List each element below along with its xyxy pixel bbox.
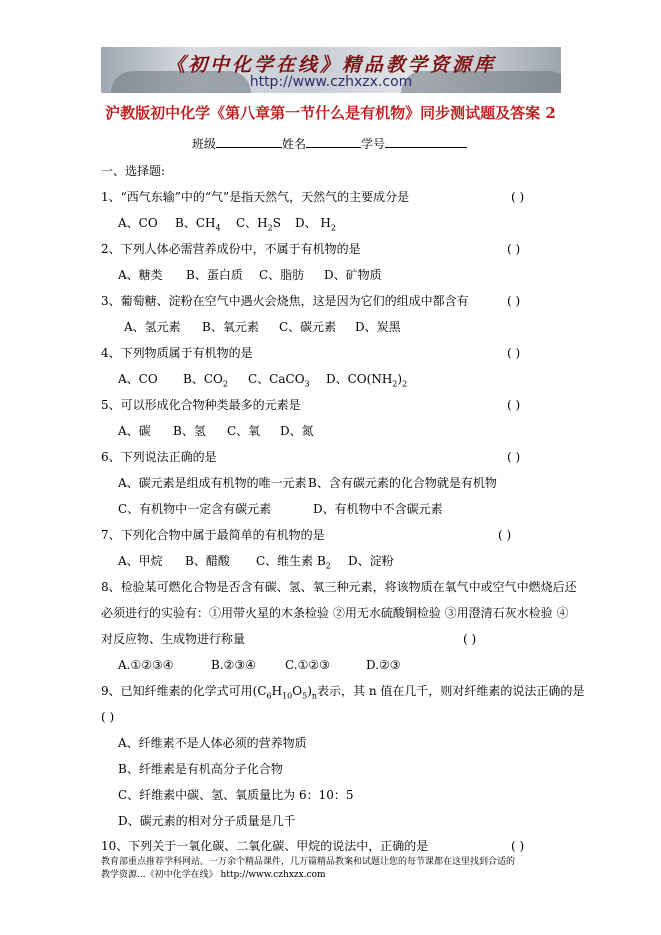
footer-line-2: 教学资源...《初中化学在线》 http://www.czhxzx.com [101,870,326,880]
q2-option-d: D、矿物质 [324,268,382,282]
q9-option-a: A、纤维素不是人体必须的营养物质 [118,736,307,750]
q1-option-c: C、$H_2S$ [236,216,281,233]
name-field[interactable] [306,135,361,148]
q6-option-b: B、含有碳元素的化合物就是有机物 [308,476,497,490]
q8-option-b: B.②③④ [211,658,256,672]
q5-option-d: D、氮 [280,424,314,438]
q8-option-c: C.①②③ [285,658,330,672]
q9-option-c: C、纤维素中碳、氢、氧质量比为 6：10：5 [118,788,354,802]
question-10: 10、下列关于一氧化碳、二氧化碳、甲烷的说法中，正确的是 [101,839,429,853]
id-field[interactable] [385,135,467,148]
q3-option-b: B、氧元素 [202,320,259,334]
q1-option-b: B、$CH_4$ [175,216,221,233]
answer-blank-7[interactable]: ( ) [498,528,512,542]
footer-link[interactable]: http://www.czhxzx.com [220,870,326,880]
answer-blank-6[interactable]: ( ) [507,450,521,464]
q4-option-a: A、CO [118,372,158,386]
q3-option-d: D、炭黑 [355,320,401,334]
student-info [192,135,467,152]
document-title: 沪教版初中化学《第八章第一节什么是有机物》同步测试题及答案 2 [105,104,556,122]
q7-option-c: C、维生素 $B_2$ [256,554,331,571]
id-label: 学号 [361,137,386,151]
q2-option-a: A、糖类 [118,268,163,282]
q7-option-a: A、甲烷 [118,554,163,568]
name-label: 姓名 [282,137,307,151]
header-banner [101,47,561,93]
q6-option-a: A、碳元素是组成有机物的唯一元素 [118,476,307,490]
q5-option-c: C、氧 [227,424,261,438]
answer-blank-9[interactable]: ( ) [101,710,115,724]
class-field[interactable] [216,135,282,148]
q2-option-b: B、蛋白质 [186,268,243,282]
q4-option-d: D、$CO(NH_2)_2$ [326,372,408,389]
q8-option-a: A.①②③④ [118,658,174,672]
q9-option-b: B、纤维素是有机高分子化合物 [118,762,283,776]
answer-blank-2[interactable]: ( ) [507,242,521,256]
q3-option-a: A、氢元素 [124,320,181,334]
banner-title: 《初中化学在线》精品教学资源库 [165,54,496,76]
banner-url[interactable]: http://www.czhxzx.com [249,74,413,90]
q4-option-b: B、$CO_2$ [183,372,228,389]
answer-blank-10[interactable]: ( ) [511,839,525,853]
question-8-line-2: 必须进行的实验有：①用带火星的木条检验 ②用无水硫酸铜检验 ③用澄清石灰水检验 ④ [101,606,569,620]
question-1: 1、“西气东输”中的“气”是指天然气，天然气的主要成分是 [101,190,410,204]
q6-option-d: D、有机物中不含碳元素 [313,502,443,516]
question-4: 4、下列物质属于有机物的是 [101,346,253,360]
q5-option-a: A、碳 [118,424,151,438]
answer-blank-1[interactable]: ( ) [511,190,525,204]
q2-option-c: C、脂肪 [259,268,305,282]
question-2: 2、下列人体必需营养成份中，不属于有机物的是 [101,242,361,256]
class-label: 班级 [192,137,217,151]
answer-blank-8[interactable]: ( ) [463,632,477,646]
question-7: 7、下列化合物中属于最简单的有机物的是 [101,528,325,542]
question-3: 3、葡萄糖、淀粉在空气中遇火会烧焦，这是因为它们的组成中都含有 [101,294,469,308]
footer-line-1: 教育部重点推荐学科网站。一万余个精品课件，几万篇精品教案和试题让您的每节课都在这里找到合适的 [101,857,516,867]
question-5: 5、可以形成化合物种类最多的元素是 [101,398,301,412]
q5-option-b: B、氢 [173,424,206,438]
q3-option-c: C、碳元素 [279,320,337,334]
answer-blank-4[interactable]: ( ) [507,346,521,360]
answer-blank-5[interactable]: ( ) [507,398,521,412]
q9-option-d: D、碳元素的相对分子质量是几千 [118,814,296,828]
q1-option-d: D、 $H_2$ [295,216,336,233]
q7-option-b: B、醋酸 [185,554,230,568]
question-8-line-3: 对反应物、生成物进行称量 [101,632,246,646]
section-heading: 一、选择题: [101,164,166,178]
question-8-line-1: 8、检验某可燃化合物是否含有碳、氢、氧三种元素，将该物质在氧气中或空气中燃烧后还 [101,580,577,594]
q1-option-a: A、CO [118,216,158,230]
q4-option-c: C、CaCO$_3$ [248,372,310,389]
answer-blank-3[interactable]: ( ) [507,294,521,308]
q6-option-c: C、有机物中一定含有碳元素 [118,502,272,516]
q8-option-d: D.②③ [366,658,401,672]
question-9: 9、已知纤维素的化学式可用$(C_6H_{10}O_5)_n$表示，其 n 值在几千，则对纤维素的说法正确的是 [101,684,585,701]
question-6: 6、下列说法正确的是 [101,450,217,464]
q7-option-d: D、淀粉 [348,554,394,568]
